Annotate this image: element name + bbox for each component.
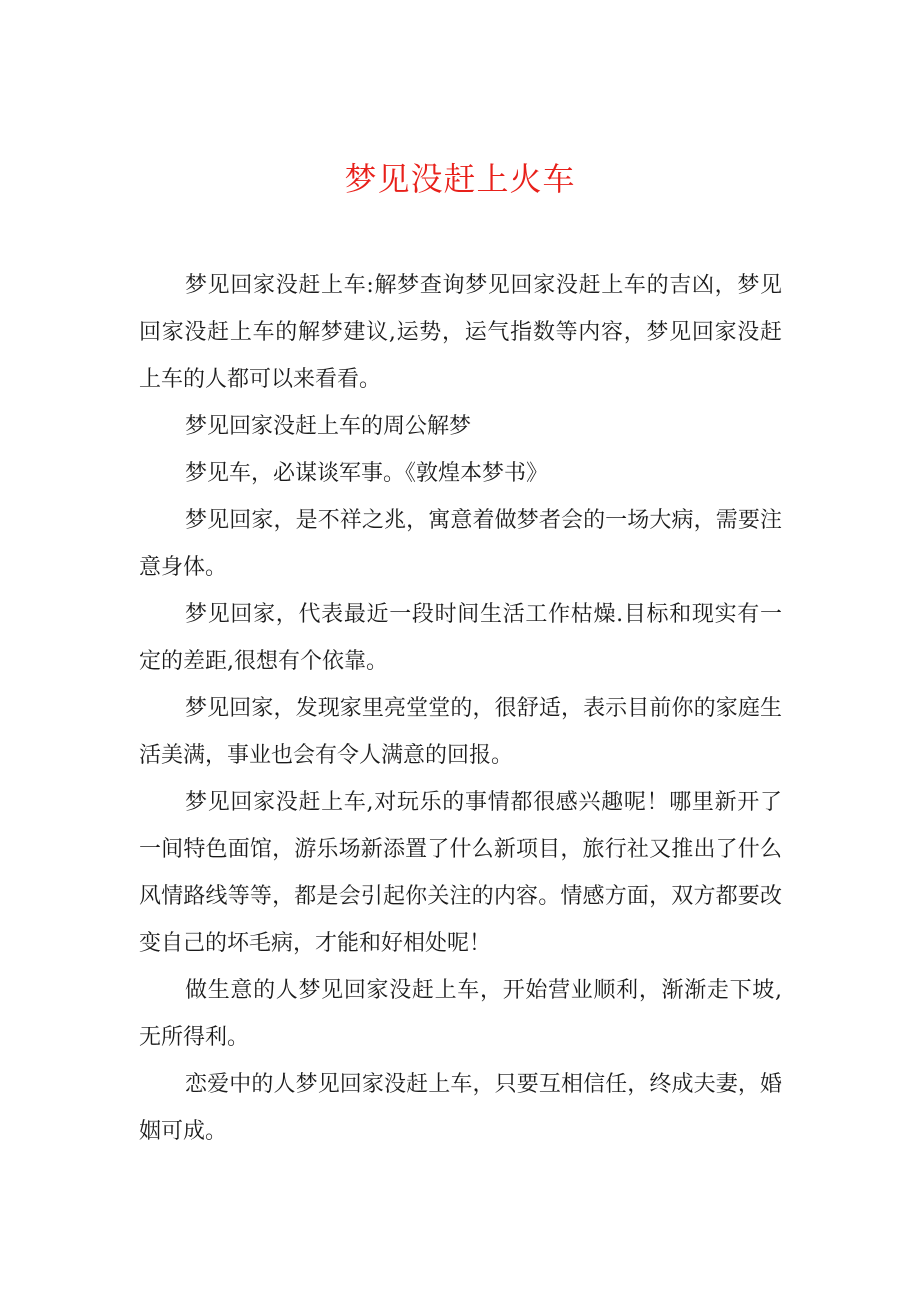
document-title: 梦见没赶上火车 <box>344 160 576 198</box>
paragraph-illness: 梦见回家，是不祥之兆，寓意着做梦者会的一场大病，需要注意身体。 <box>139 508 782 580</box>
paragraph-business: 做生意的人梦见回家没赶上车，开始营业顺利，渐渐走下坡,无所得利。 <box>139 978 782 1050</box>
paragraph-love: 恋爱中的人梦见回家没赶上车，只要互相信任，终成夫妻，婚姻可成。 <box>139 1072 782 1144</box>
paragraph-bright-home: 梦见回家，发现家里亮堂堂的，很舒适，表示目前你的家庭生活美满，事业也会有令人满意的回报。 <box>139 696 782 768</box>
paragraph-boring-life: 梦见回家，代表最近一段时间生活工作枯燥.目标和现实有一定的差距,很想有个依靠。 <box>139 602 782 674</box>
paragraph-dunhuang: 梦见车，必谋谈军事。《敦煌本梦书》 <box>185 461 549 486</box>
document-body <box>139 262 782 1155</box>
paragraph-fun: 梦见回家没赶上车,对玩乐的事情都很感兴趣呢！哪里新开了一间特色面馆，游乐场新添置了什么新项目，旅行社又推出了什么风情路线等等，都是会引起你关注的内容。情感方面，双方都要改变自己的坏毛病，才能和好相处呢！ <box>139 790 782 956</box>
paragraph-intro: 梦见回家没赶上车:解梦查询梦见回家没赶上车的吉凶，梦见回家没赶上车的解梦建议,运势，运气指数等内容，梦见回家没赶上车的人都可以来看看。 <box>139 273 782 392</box>
paragraph-heading-zhougong: 梦见回家没赶上车的周公解梦 <box>185 414 472 439</box>
